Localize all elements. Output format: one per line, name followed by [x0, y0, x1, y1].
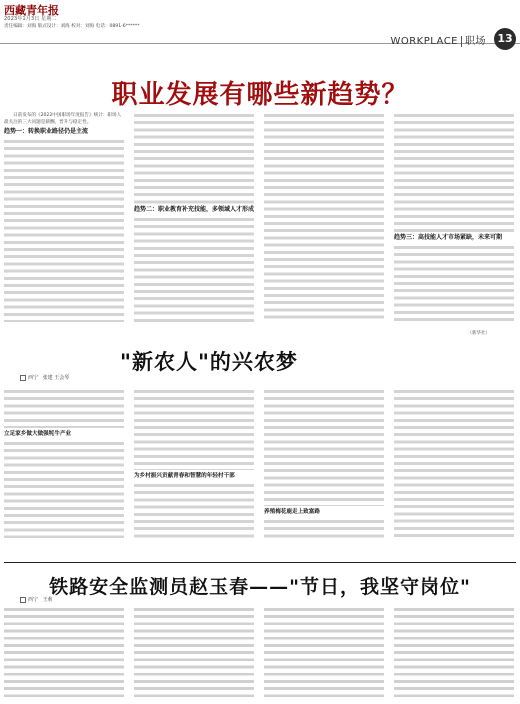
page-number-badge: 13 — [494, 28, 516, 50]
byline-square-icon — [20, 375, 26, 381]
article2-column — [134, 388, 254, 538]
article1-subhead: 趋势二：职业教育补充技能，多领域人才形成 — [134, 206, 254, 213]
section-name-cn: 职场 — [465, 36, 486, 47]
body-text-block — [134, 606, 254, 700]
article2-subhead: 养殖梅花鹿走上致富路 — [264, 509, 320, 515]
section-label — [390, 32, 486, 47]
body-text-block — [134, 388, 254, 470]
body-text-block — [394, 244, 514, 322]
article1-column — [264, 112, 384, 322]
byline-square-icon — [20, 597, 26, 603]
body-text-block — [134, 482, 254, 538]
article1-intro: 日前发布的《2022中国职场年度报告》统计：职场人最关注的三大问题是薪酬、晋升与稳定性。 — [4, 113, 122, 126]
article1-column — [4, 112, 124, 322]
newspaper-logo: 西藏青年报 — [4, 4, 59, 17]
body-text-block — [4, 138, 124, 322]
article3-headline: 铁路安全监测员赵玉春——"节日，我坚守岗位" — [49, 576, 471, 598]
body-text-block — [134, 216, 254, 322]
article2-body — [4, 388, 516, 538]
publication-date: 2023年1月3日 星期二 — [4, 16, 57, 22]
article2-column — [394, 388, 514, 538]
section-divider — [4, 562, 516, 563]
article1-body — [4, 112, 516, 312]
article2-subhead: 立足家乡做大做强牦牛产业 — [4, 431, 72, 437]
article1-source: （新华社） — [467, 331, 490, 336]
article1-subhead: 趋势一：转换职业路径仍是主流 — [4, 128, 89, 136]
body-text-block — [4, 388, 124, 428]
article3-body — [4, 606, 516, 702]
body-text-block — [4, 606, 124, 700]
article1-headline: 职业发展有哪些新趋势？ — [111, 80, 409, 110]
byline-location: 西宁 — [28, 375, 39, 381]
body-text-block — [4, 440, 124, 538]
article3-byline — [20, 596, 53, 603]
body-text-block — [264, 388, 384, 506]
body-text-block — [264, 518, 384, 538]
editor-credits: 责任编辑：刘海 版式设计：刘海 校对：刘海 电话：0891-6****** — [4, 24, 140, 29]
body-text-block — [394, 112, 514, 232]
body-text-block — [264, 112, 384, 322]
body-text-block — [394, 606, 514, 700]
body-text-block — [134, 112, 254, 204]
article2-column — [4, 388, 124, 538]
article2-headline: "新农人"的兴农梦 — [120, 349, 298, 374]
article1-subhead: 趋势三：高技能人才市场紧缺，未来可期 — [394, 234, 503, 241]
byline-author: 王莉 — [42, 597, 53, 603]
page-header — [0, 0, 520, 47]
article1-column — [394, 112, 514, 322]
article2-subhead: 为乡村振兴贡献青春和智慧的年轻村干部 — [134, 473, 235, 479]
byline-author: 张建 王会琴 — [42, 375, 70, 381]
article1-column — [134, 112, 254, 322]
article2-byline — [20, 374, 69, 381]
article2-column — [264, 388, 384, 538]
section-name-en: WORKPLACE — [390, 36, 462, 47]
body-text-block — [394, 388, 514, 538]
body-text-block — [264, 606, 384, 700]
byline-location: 西宁 — [28, 597, 39, 603]
